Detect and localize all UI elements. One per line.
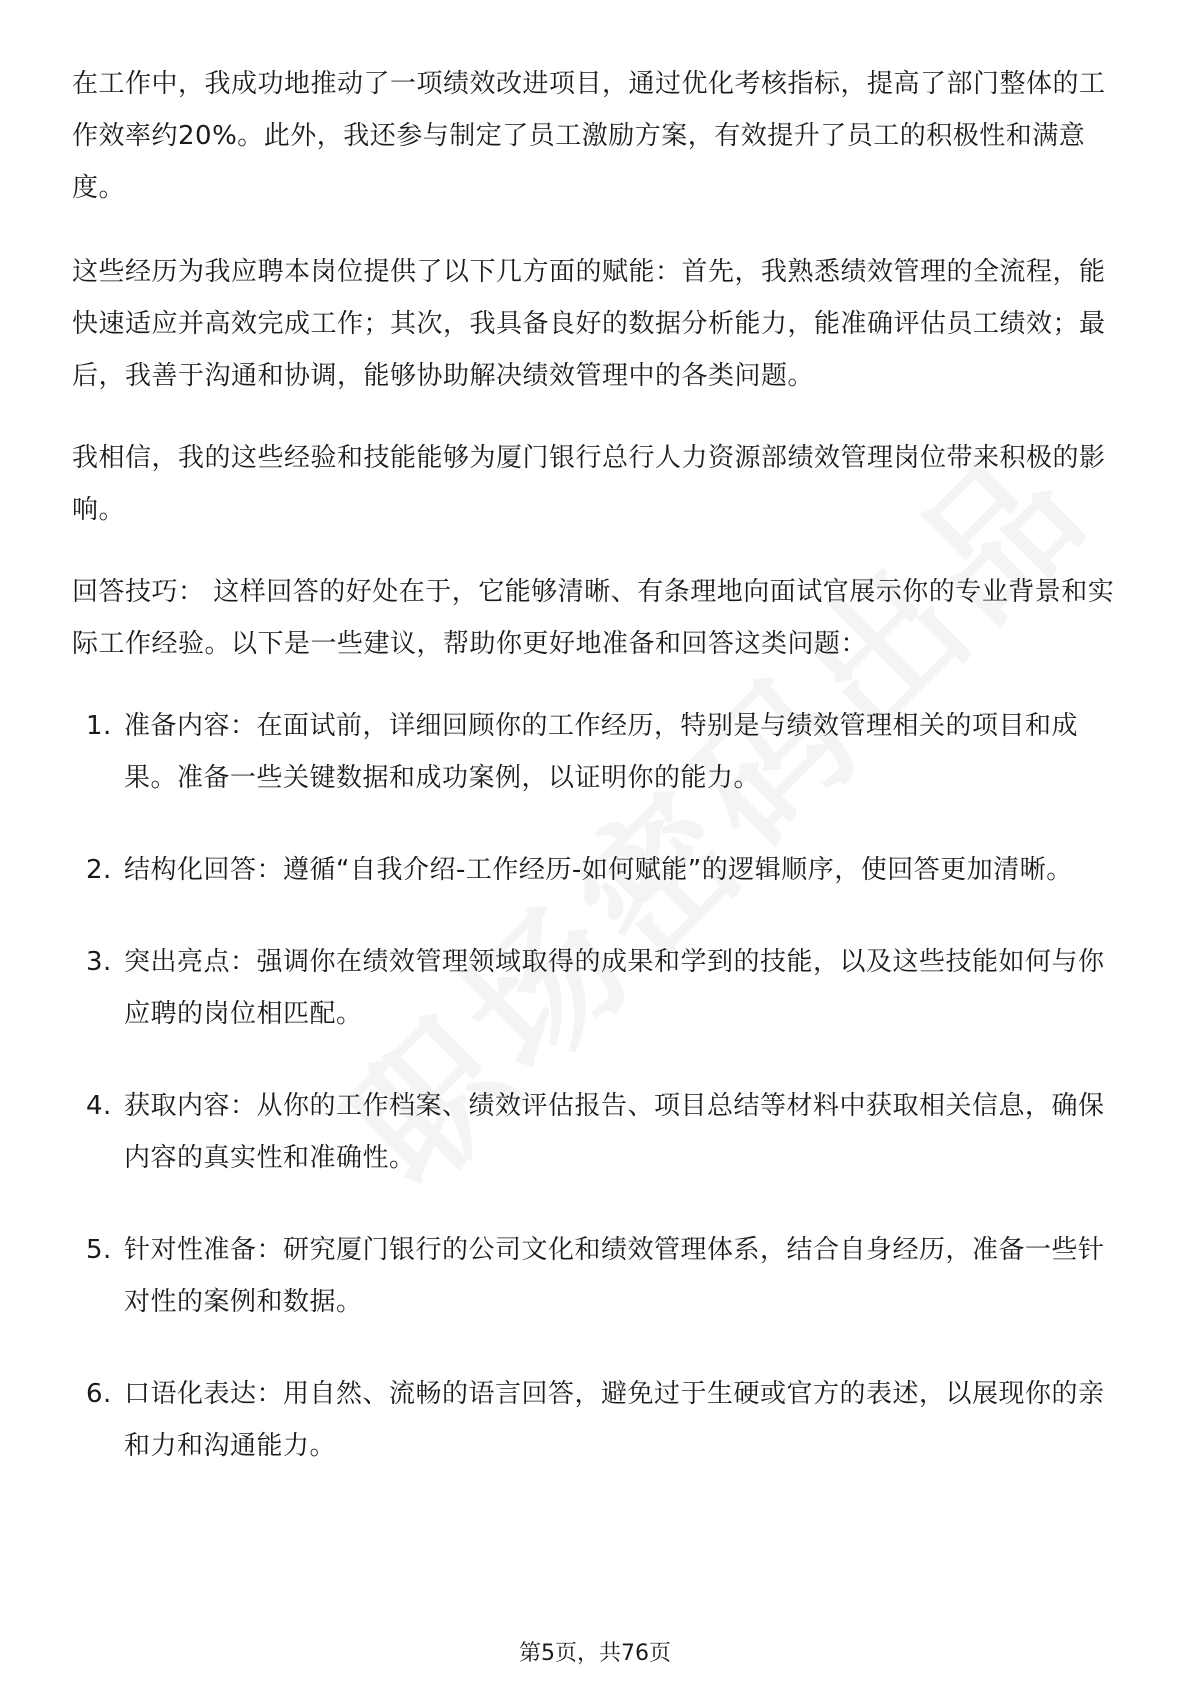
list-item-number: 1. bbox=[86, 711, 112, 741]
list-item-text: 准备内容：在面试前，详细回顾你的工作经历，特别是与绩效管理相关的项目和成果。准备一些关键数据和成功案例，以证明你的能力。 bbox=[124, 711, 1079, 793]
list-item bbox=[72, 700, 1122, 804]
list-item-number: 2. bbox=[86, 855, 112, 885]
tips-list bbox=[72, 700, 1122, 1472]
paragraph-conclusion: 我相信，我的这些经验和技能能够为厦门银行总行人力资源部绩效管理岗位带来积极的影响。 bbox=[72, 443, 1106, 525]
list-item-text: 口语化表达：用自然、流畅的语言回答，避免过于生硬或官方的表述，以展现你的亲和力和沟通能力。 bbox=[124, 1379, 1105, 1461]
list-item-number: 5. bbox=[86, 1235, 112, 1265]
list-item bbox=[72, 1080, 1122, 1184]
list-item-text: 针对性准备：研究厦门银行的公司文化和绩效管理体系，结合自身经历，准备一些针对性的案例和数据。 bbox=[124, 1235, 1105, 1317]
paragraph-achievements: 在工作中，我成功地推动了一项绩效改进项目，通过优化考核指标，提高了部门整体的工作效率约20%。此外，我还参与制定了员工激励方案，有效提升了员工的积极性和满意度。 bbox=[72, 69, 1106, 203]
page-footer bbox=[0, 1636, 1190, 1667]
list-item-number: 6. bbox=[86, 1379, 112, 1409]
list-item bbox=[72, 844, 1122, 896]
list-item-number: 4. bbox=[86, 1091, 112, 1121]
list-item-text: 突出亮点：强调你在绩效管理领域取得的成果和学到的技能，以及这些技能如何与你应聘的岗位相匹配。 bbox=[124, 947, 1105, 1029]
list-item bbox=[72, 1368, 1122, 1472]
paragraph-enablement: 这些经历为我应聘本岗位提供了以下几方面的赋能：首先，我熟悉绩效管理的全流程，能快速适应并高效完成工作；其次，我具备良好的数据分析能力，能准确评估员工绩效；最后，我善于沟通和协调，能够协助解决绩效管理中的各类问题。 bbox=[72, 257, 1106, 391]
page-number: 第5页，共76页 bbox=[519, 1641, 671, 1666]
list-item bbox=[72, 1224, 1122, 1328]
list-item-number: 3. bbox=[86, 947, 112, 977]
list-item bbox=[72, 936, 1122, 1040]
paragraph-answer-tips: 回答技巧： 这样回答的好处在于，它能够清晰、有条理地向面试官展示你的专业背景和实际工作经验。以下是一些建议，帮助你更好地准备和回答这类问题： bbox=[72, 577, 1115, 659]
list-item-text: 获取内容：从你的工作档案、绩效评估报告、项目总结等材料中获取相关信息，确保内容的真实性和准确性。 bbox=[124, 1091, 1105, 1173]
document-body bbox=[72, 58, 1122, 1512]
list-item-text: 结构化回答：遵循“自我介绍-工作经历-如何赋能”的逻辑顺序，使回答更加清晰。 bbox=[124, 855, 1073, 885]
